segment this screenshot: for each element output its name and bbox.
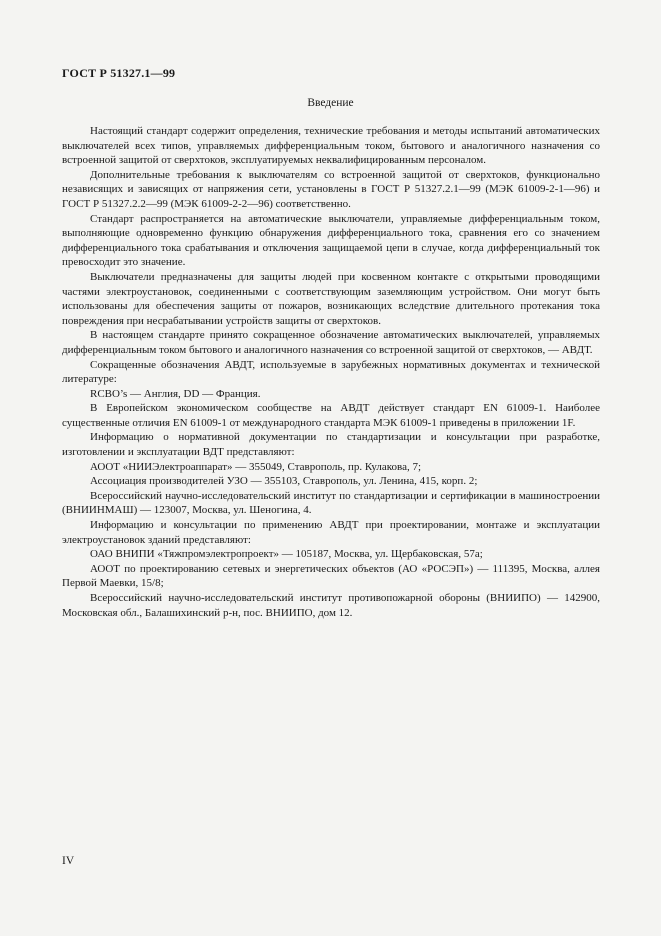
paragraph-additional-requirements: Дополнительные требования к выключателям со встроенной защитой от сверхтоков, функционально независящих и зависящих от напряжения сети, установлены в ГОСТ Р 51327.2.1—99 (МЭК 61009-2-1—96) и ГОСТ Р 51327.2.2—99 (МЭК 61009-2-2—96) соответственно. xyxy=(62,168,600,210)
paragraph-foreign-designations: Сокращенные обозначения АВДТ, используемые в зарубежных нормативных документах и технической литературе: xyxy=(62,358,600,386)
paragraph-org-vniipo: Всероссийский научно-исследовательский институт противопожарной обороны (ВНИИПО) — 142900, Московская обл., Балашихинский р-н, пос. ВНИИПО, дом 12. xyxy=(62,592,600,619)
paragraph-org-niielectroapparat: АООТ «НИИЭлектроаппарат» — 355049, Ставрополь, пр. Кулакова, 7; xyxy=(90,460,422,473)
paragraph-purpose: Выключатели предназначены для защиты людей при косвенном контакте с открытыми проводящими частями электроустановок, соединенными с соответствующим заземляющим устройством. Они могут быть использованы для обеспечения защиты от пожаров, возникающих вследствие длительного протекания тока повреждения при несрабатывании устройств защиты от сверхтоков. xyxy=(62,270,600,327)
paragraph-applicability: Стандарт распространяется на автоматические выключатели, управляемые дифференциальным током, выполняющие одновременно функцию обнаружения дифференциального тока, сравнения его со значением дифференциального тока срабатывания и отключения защищаемой цепи в случае, когда дифференциальный ток превосходит это значение. xyxy=(62,212,600,269)
document-code: ГОСТ Р 51327.1—99 xyxy=(62,66,176,80)
paragraph-org-vnipi: ОАО ВНИПИ «Тяжпромэлектропроект» — 105187, Москва, ул. Щербаковская, 57а; xyxy=(90,548,483,561)
paragraph-info-providers: Информацию о нормативной документации по стандартизации и консультации при разработке, изготовлении и эксплуатации ВДТ представляют: xyxy=(62,431,600,459)
paragraph-org-uzo-association: Ассоциация производителей УЗО — 355103, Ставрополь, ул. Ленина, 415, корп. 2; xyxy=(90,475,478,488)
paragraph-consultation-providers: Информацию и консультации по применению АВДТ при проектировании, монтаже и эксплуатации электроустановок зданий представляют: xyxy=(62,519,600,546)
paragraph-european-standard: В Европейском экономическом сообществе на АВДТ действует стандарт EN 61009-1. Наиболее существенные отличия EN 61009-1 от международного стандарта МЭК 61009-1 приведены в приложении 1F. xyxy=(62,402,600,429)
paragraph-abbreviation: В настоящем стандарте принято сокращенное обозначение автоматических выключателей, управляемых дифференциальным током бытового и аналогичного назначения со встроенной защитой от сверхтоков, — АВДТ. xyxy=(62,329,600,356)
paragraph-scope: Настоящий стандарт содержит определения, технические требования и методы испытаний автоматических выключателей всех типов, управляемых дифференциальным током, бытового и аналогичного назначения со встроенной защитой от сверхтоков, эксплуатируемых неквалифицированным персоналом. xyxy=(62,125,600,167)
paragraph-org-vniinmash: Всероссийский научно-исследовательский институт по стандартизации и сертификации в машиностроении (ВНИИНМАШ) — 123007, Москва, ул. Шеногина, 4. xyxy=(62,489,600,517)
section-title: Введение xyxy=(307,97,354,109)
page-number: IV xyxy=(62,855,75,867)
introduction-body xyxy=(62,124,600,620)
paragraph-designation-list: RCBO’s — Англия, DD — Франция. xyxy=(90,387,261,400)
paragraph-org-rosep: АООТ по проектированию сетевых и энергетических объектов (АО «РОСЭП») — 111395, Москва, аллея Первой Маевки, 15/8; xyxy=(62,562,600,590)
